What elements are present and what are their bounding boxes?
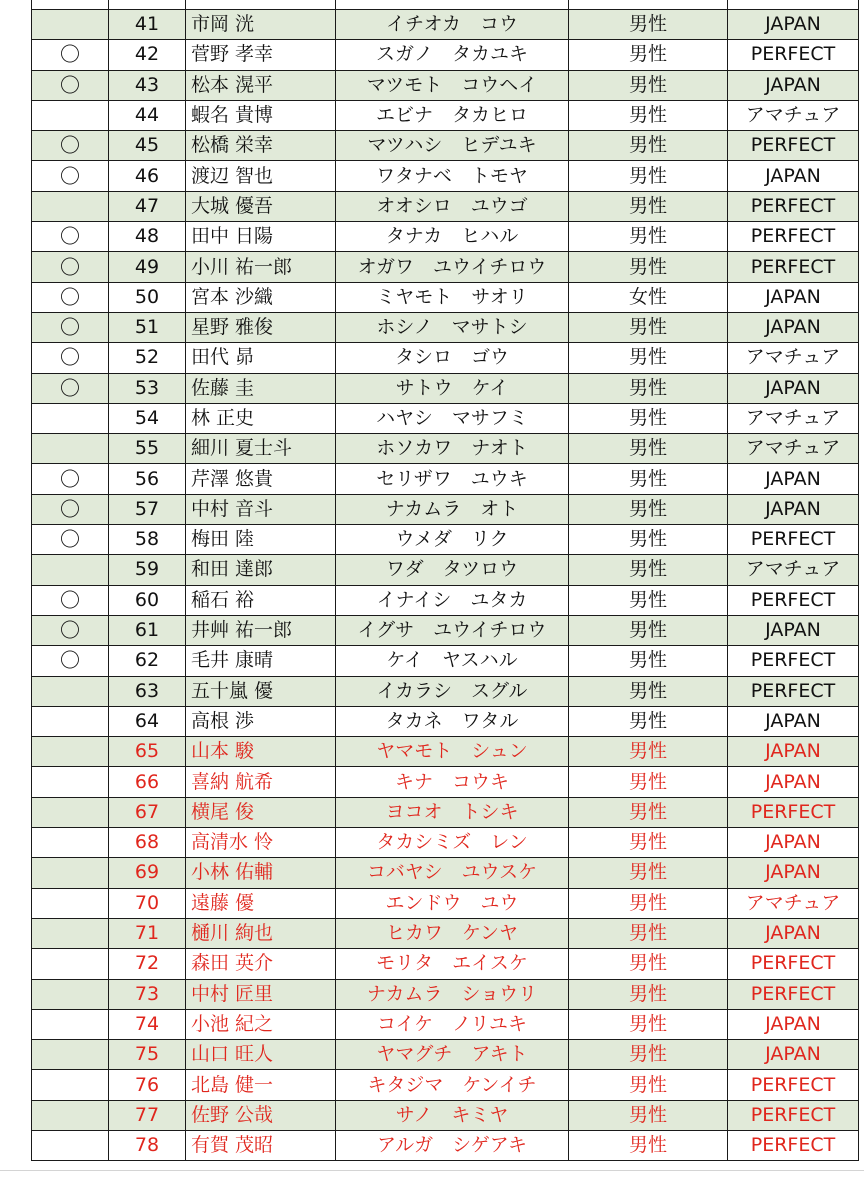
- entry-number-cell[interactable]: 53: [109, 373, 186, 403]
- player-kana-cell[interactable]: タカシミズ レン: [336, 828, 569, 858]
- participant-table-body: [32, 0, 859, 1161]
- table-row: [32, 1009, 859, 1039]
- player-name-cell[interactable]: 松本 滉平: [186, 70, 336, 100]
- player-kana-cell[interactable]: サトウ ケイ: [336, 373, 569, 403]
- table-row: [32, 464, 859, 494]
- category-cell[interactable]: アマチュア: [728, 555, 859, 585]
- player-kana-cell[interactable]: ワダ タツロウ: [336, 555, 569, 585]
- participant-table: [31, 0, 859, 1161]
- table-row: [32, 585, 859, 615]
- entry-number-cell[interactable]: 58: [109, 525, 186, 555]
- table-row: [32, 373, 859, 403]
- category-cell[interactable]: JAPAN: [728, 161, 859, 191]
- player-name-cell[interactable]: 梅田 陸: [186, 525, 336, 555]
- table-row: [32, 100, 859, 130]
- player-kana-cell[interactable]: イチオカ コウ: [336, 10, 569, 40]
- gender-cell[interactable]: 男性: [569, 858, 728, 888]
- table-row: [32, 403, 859, 433]
- entry-mark-cell[interactable]: [32, 191, 109, 221]
- player-name-cell[interactable]: 中村 匠里: [186, 979, 336, 1009]
- entry-mark-cell[interactable]: 〇: [32, 131, 109, 161]
- table-row: [32, 131, 859, 161]
- player-name-cell[interactable]: 小林 佑輔: [186, 858, 336, 888]
- gender-cell[interactable]: 男性: [569, 979, 728, 1009]
- entry-number-cell[interactable]: 72: [109, 949, 186, 979]
- category-cell[interactable]: JAPAN: [728, 494, 859, 524]
- player-kana-cell[interactable]: ヤマグチ アキト: [336, 1040, 569, 1070]
- entry-number-cell[interactable]: 57: [109, 494, 186, 524]
- entry-mark-cell[interactable]: [32, 1130, 109, 1160]
- player-kana-cell[interactable]: サノ キミヤ: [336, 1100, 569, 1130]
- category-cell[interactable]: JAPAN: [728, 706, 859, 736]
- player-kana-cell[interactable]: ミヤモト サオリ: [336, 282, 569, 312]
- category-cell[interactable]: PERFECT: [728, 1130, 859, 1160]
- player-name-cell[interactable]: 山口 旺人: [186, 1040, 336, 1070]
- player-kana-cell[interactable]: ヨコオ トシキ: [336, 797, 569, 827]
- player-kana-cell[interactable]: タカネ ワタル: [336, 706, 569, 736]
- player-kana-cell[interactable]: ナカムラ オト: [336, 494, 569, 524]
- player-name-cell[interactable]: 稲石 裕: [186, 585, 336, 615]
- entry-number-cell[interactable]: 60: [109, 585, 186, 615]
- entry-mark-cell[interactable]: 〇: [32, 615, 109, 645]
- table-row: [32, 888, 859, 918]
- entry-mark-cell[interactable]: [32, 1070, 109, 1100]
- gender-cell[interactable]: 男性: [569, 918, 728, 948]
- player-kana-cell[interactable]: アルガ シゲアキ: [336, 1130, 569, 1160]
- category-cell[interactable]: PERFECT: [728, 131, 859, 161]
- player-kana-cell[interactable]: コバヤシ ユウスケ: [336, 858, 569, 888]
- player-name-cell[interactable]: 樋川 絢也: [186, 918, 336, 948]
- category-cell[interactable]: PERFECT: [728, 979, 859, 1009]
- entry-mark-cell[interactable]: 〇: [32, 646, 109, 676]
- gender-cell[interactable]: 男性: [569, 706, 728, 736]
- table-row: [32, 494, 859, 524]
- gender-cell[interactable]: 男性: [569, 373, 728, 403]
- category-cell[interactable]: JAPAN: [728, 373, 859, 403]
- entry-mark-cell[interactable]: [32, 767, 109, 797]
- gender-cell[interactable]: 男性: [569, 70, 728, 100]
- category-cell[interactable]: JAPAN: [728, 767, 859, 797]
- gender-cell[interactable]: 男性: [569, 767, 728, 797]
- category-cell[interactable]: JAPAN: [728, 858, 859, 888]
- table-row: [32, 949, 859, 979]
- player-name-cell[interactable]: 菅野 孝幸: [186, 40, 336, 70]
- gender-cell[interactable]: 男性: [569, 797, 728, 827]
- gender-cell[interactable]: 男性: [569, 888, 728, 918]
- category-cell[interactable]: JAPAN: [728, 282, 859, 312]
- gender-cell[interactable]: 男性: [569, 525, 728, 555]
- entry-number-cell[interactable]: 47: [109, 191, 186, 221]
- player-kana-cell[interactable]: オオシロ ユウゴ: [336, 191, 569, 221]
- table-row: [32, 343, 859, 373]
- category-cell[interactable]: PERFECT: [728, 1100, 859, 1130]
- entry-number-cell[interactable]: 77: [109, 1100, 186, 1130]
- gender-cell[interactable]: 男性: [569, 585, 728, 615]
- player-name-cell[interactable]: 林 正史: [186, 403, 336, 433]
- entry-number-cell[interactable]: 71: [109, 918, 186, 948]
- entry-number-cell[interactable]: 56: [109, 464, 186, 494]
- entry-number-cell[interactable]: 68: [109, 828, 186, 858]
- player-name-cell[interactable]: 有賀 茂昭: [186, 1130, 336, 1160]
- entry-number-cell[interactable]: 44: [109, 100, 186, 130]
- table-row: [32, 918, 859, 948]
- entry-mark-cell[interactable]: 〇: [32, 70, 109, 100]
- player-kana-cell[interactable]: タナカ ヒハル: [336, 222, 569, 252]
- player-kana-cell[interactable]: セリザワ ユウキ: [336, 464, 569, 494]
- player-name-cell[interactable]: 渡辺 智也: [186, 161, 336, 191]
- table-row: [32, 282, 859, 312]
- entry-number-cell[interactable]: 74: [109, 1009, 186, 1039]
- player-name-cell[interactable]: 芹澤 悠貴: [186, 464, 336, 494]
- entry-mark-cell[interactable]: [32, 706, 109, 736]
- entry-number-cell[interactable]: 70: [109, 888, 186, 918]
- category-cell[interactable]: アマチュア: [728, 343, 859, 373]
- table-row: [32, 1100, 859, 1130]
- gender-cell[interactable]: 男性: [569, 828, 728, 858]
- table-row: [32, 646, 859, 676]
- category-cell[interactable]: JAPAN: [728, 737, 859, 767]
- entry-number-cell[interactable]: 63: [109, 676, 186, 706]
- gender-cell[interactable]: 男性: [569, 191, 728, 221]
- category-cell[interactable]: PERFECT: [728, 797, 859, 827]
- category-cell[interactable]: JAPAN: [728, 1009, 859, 1039]
- entry-number-cell[interactable]: 59: [109, 555, 186, 585]
- entry-mark-cell[interactable]: 〇: [32, 312, 109, 342]
- table-row: [32, 222, 859, 252]
- entry-number-cell[interactable]: 78: [109, 1130, 186, 1160]
- player-name-cell[interactable]: 森田 英介: [186, 949, 336, 979]
- empty-row-gridline: [0, 1170, 864, 1171]
- entry-mark-cell[interactable]: [32, 797, 109, 827]
- category-cell[interactable]: PERFECT: [728, 40, 859, 70]
- player-name-cell[interactable]: 小川 祐一郎: [186, 252, 336, 282]
- table-row: [32, 828, 859, 858]
- entry-mark-cell[interactable]: 〇: [32, 373, 109, 403]
- table-row: [32, 434, 859, 464]
- entry-mark-cell[interactable]: 〇: [32, 222, 109, 252]
- player-kana-cell[interactable]: ケイ ヤスハル: [336, 646, 569, 676]
- player-name-cell[interactable]: 星野 雅俊: [186, 312, 336, 342]
- entry-mark-cell[interactable]: 〇: [32, 40, 109, 70]
- player-kana-cell[interactable]: エビナ タカヒロ: [336, 100, 569, 130]
- player-name-cell[interactable]: 遠藤 優: [186, 888, 336, 918]
- entry-mark-cell[interactable]: [32, 858, 109, 888]
- player-kana-cell[interactable]: タシロ ゴウ: [336, 343, 569, 373]
- player-kana-cell[interactable]: ホシノ マサトシ: [336, 312, 569, 342]
- entry-mark-cell[interactable]: [32, 100, 109, 130]
- gender-cell[interactable]: 男性: [569, 222, 728, 252]
- table-row: [32, 737, 859, 767]
- gender-cell[interactable]: 男性: [569, 1009, 728, 1039]
- entry-mark-cell[interactable]: [32, 737, 109, 767]
- category-cell[interactable]: PERFECT: [728, 1070, 859, 1100]
- entry-number-cell[interactable]: 46: [109, 161, 186, 191]
- player-name-cell[interactable]: 蝦名 貴博: [186, 100, 336, 130]
- table-row: [32, 525, 859, 555]
- player-name-cell[interactable]: 井艸 祐一郎: [186, 615, 336, 645]
- entry-number-cell[interactable]: 62: [109, 646, 186, 676]
- entry-mark-cell[interactable]: [32, 1040, 109, 1070]
- category-cell[interactable]: JAPAN: [728, 828, 859, 858]
- entry-mark-cell[interactable]: 〇: [32, 494, 109, 524]
- category-cell[interactable]: JAPAN: [728, 70, 859, 100]
- entry-mark-cell[interactable]: 〇: [32, 161, 109, 191]
- category-cell[interactable]: アマチュア: [728, 888, 859, 918]
- entry-number-cell[interactable]: 48: [109, 222, 186, 252]
- entry-mark-cell[interactable]: [32, 979, 109, 1009]
- gender-cell[interactable]: 男性: [569, 131, 728, 161]
- category-cell[interactable]: PERFECT: [728, 525, 859, 555]
- table-row: [32, 706, 859, 736]
- player-kana-cell[interactable]: エンドウ ユウ: [336, 888, 569, 918]
- player-kana-cell[interactable]: ナカムラ ショウリ: [336, 979, 569, 1009]
- entry-number-cell[interactable]: 75: [109, 1040, 186, 1070]
- entry-mark-cell[interactable]: [32, 828, 109, 858]
- player-name-cell[interactable]: 高清水 怜: [186, 828, 336, 858]
- gender-cell[interactable]: 男性: [569, 403, 728, 433]
- entry-mark-cell[interactable]: [32, 888, 109, 918]
- entry-number-cell[interactable]: 50: [109, 282, 186, 312]
- entry-number-cell[interactable]: 41: [109, 10, 186, 40]
- entry-number-cell[interactable]: 69: [109, 858, 186, 888]
- player-name-cell[interactable]: 横尾 俊: [186, 797, 336, 827]
- entry-mark-cell[interactable]: 〇: [32, 585, 109, 615]
- gender-cell[interactable]: 男性: [569, 40, 728, 70]
- player-kana-cell[interactable]: ウメダ リク: [336, 525, 569, 555]
- player-name-cell[interactable]: 北島 健一: [186, 1070, 336, 1100]
- entry-number-cell[interactable]: 76: [109, 1070, 186, 1100]
- category-cell[interactable]: JAPAN: [728, 615, 859, 645]
- entry-mark-cell[interactable]: [32, 918, 109, 948]
- category-cell[interactable]: アマチュア: [728, 403, 859, 433]
- gender-cell[interactable]: 男性: [569, 555, 728, 585]
- player-kana-cell[interactable]: マツモト コウヘイ: [336, 70, 569, 100]
- table-row: [32, 252, 859, 282]
- gender-cell[interactable]: 男性: [569, 464, 728, 494]
- player-kana-cell[interactable]: ワタナベ トモヤ: [336, 161, 569, 191]
- player-name-cell[interactable]: 佐野 公哉: [186, 1100, 336, 1130]
- table-row: [32, 70, 859, 100]
- table-row: [32, 615, 859, 645]
- category-cell[interactable]: JAPAN: [728, 1040, 859, 1070]
- gender-cell[interactable]: 男性: [569, 676, 728, 706]
- category-cell[interactable]: PERFECT: [728, 191, 859, 221]
- player-kana-cell[interactable]: ホソカワ ナオト: [336, 434, 569, 464]
- entry-number-cell[interactable]: 51: [109, 312, 186, 342]
- gender-cell[interactable]: 男性: [569, 1040, 728, 1070]
- table-row: [32, 1040, 859, 1070]
- player-name-cell[interactable]: 山本 駿: [186, 737, 336, 767]
- gender-cell[interactable]: 男性: [569, 343, 728, 373]
- player-kana-cell[interactable]: ヒカワ ケンヤ: [336, 918, 569, 948]
- category-cell[interactable]: JAPAN: [728, 10, 859, 40]
- gender-cell[interactable]: 男性: [569, 312, 728, 342]
- table-row: [32, 979, 859, 1009]
- gender-cell[interactable]: 男性: [569, 1070, 728, 1100]
- table-row: [32, 1130, 859, 1160]
- gender-cell[interactable]: 男性: [569, 100, 728, 130]
- gender-cell[interactable]: 男性: [569, 1100, 728, 1130]
- gender-cell[interactable]: 男性: [569, 1130, 728, 1160]
- player-name-cell[interactable]: 毛井 康晴: [186, 646, 336, 676]
- player-kana-cell[interactable]: イグサ ユウイチロウ: [336, 615, 569, 645]
- table-row: [32, 676, 859, 706]
- entry-number-cell[interactable]: 67: [109, 797, 186, 827]
- player-name-cell[interactable]: 中村 音斗: [186, 494, 336, 524]
- table-row: [32, 10, 859, 40]
- entry-number-cell[interactable]: 52: [109, 343, 186, 373]
- player-name-cell[interactable]: 佐藤 圭: [186, 373, 336, 403]
- gender-cell[interactable]: 男性: [569, 161, 728, 191]
- player-kana-cell[interactable]: ハヤシ マサフミ: [336, 403, 569, 433]
- entry-mark-cell[interactable]: 〇: [32, 343, 109, 373]
- entry-mark-cell[interactable]: [32, 676, 109, 706]
- gender-cell[interactable]: 男性: [569, 434, 728, 464]
- player-kana-cell[interactable]: キナ コウキ: [336, 767, 569, 797]
- entry-mark-cell[interactable]: [32, 555, 109, 585]
- entry-number-cell[interactable]: 45: [109, 131, 186, 161]
- player-kana-cell[interactable]: オガワ ユウイチロウ: [336, 252, 569, 282]
- table-row: [32, 161, 859, 191]
- entry-mark-cell[interactable]: 〇: [32, 525, 109, 555]
- player-kana-cell[interactable]: イナイシ ユタカ: [336, 585, 569, 615]
- entry-mark-cell[interactable]: [32, 403, 109, 433]
- entry-number-cell[interactable]: 64: [109, 706, 186, 736]
- table-row: [32, 555, 859, 585]
- entry-number-cell[interactable]: 73: [109, 979, 186, 1009]
- entry-mark-cell[interactable]: 〇: [32, 282, 109, 312]
- gender-cell[interactable]: 男性: [569, 737, 728, 767]
- top-border-row: [32, 0, 859, 10]
- category-cell[interactable]: PERFECT: [728, 676, 859, 706]
- player-kana-cell[interactable]: モリタ エイスケ: [336, 949, 569, 979]
- category-cell[interactable]: アマチュア: [728, 100, 859, 130]
- entry-number-cell[interactable]: 65: [109, 737, 186, 767]
- player-name-cell[interactable]: 田代 昴: [186, 343, 336, 373]
- player-name-cell[interactable]: 五十嵐 優: [186, 676, 336, 706]
- table-row: [32, 1070, 859, 1100]
- category-cell[interactable]: JAPAN: [728, 918, 859, 948]
- category-cell[interactable]: JAPAN: [728, 312, 859, 342]
- player-name-cell[interactable]: 宮本 沙織: [186, 282, 336, 312]
- player-name-cell[interactable]: 高根 渉: [186, 706, 336, 736]
- entry-number-cell[interactable]: 42: [109, 40, 186, 70]
- table-row: [32, 191, 859, 221]
- player-name-cell[interactable]: 松橋 栄幸: [186, 131, 336, 161]
- entry-mark-cell[interactable]: 〇: [32, 252, 109, 282]
- gender-cell[interactable]: 男性: [569, 949, 728, 979]
- player-name-cell[interactable]: 和田 達郎: [186, 555, 336, 585]
- category-cell[interactable]: PERFECT: [728, 222, 859, 252]
- category-cell[interactable]: PERFECT: [728, 252, 859, 282]
- gender-cell[interactable]: 男性: [569, 252, 728, 282]
- entry-mark-cell[interactable]: [32, 1009, 109, 1039]
- category-cell[interactable]: PERFECT: [728, 585, 859, 615]
- entry-mark-cell[interactable]: [32, 1100, 109, 1130]
- gender-cell[interactable]: 男性: [569, 10, 728, 40]
- player-kana-cell[interactable]: ヤマモト シュン: [336, 737, 569, 767]
- entry-mark-cell[interactable]: [32, 949, 109, 979]
- entry-number-cell[interactable]: 54: [109, 403, 186, 433]
- table-row: [32, 312, 859, 342]
- player-name-cell[interactable]: 田中 日陽: [186, 222, 336, 252]
- entry-mark-cell[interactable]: [32, 434, 109, 464]
- category-cell[interactable]: JAPAN: [728, 464, 859, 494]
- gender-cell[interactable]: 男性: [569, 615, 728, 645]
- entry-mark-cell[interactable]: 〇: [32, 464, 109, 494]
- table-row: [32, 858, 859, 888]
- category-cell[interactable]: PERFECT: [728, 646, 859, 676]
- player-name-cell[interactable]: 細川 夏士斗: [186, 434, 336, 464]
- entry-number-cell[interactable]: 55: [109, 434, 186, 464]
- gender-cell[interactable]: 女性: [569, 282, 728, 312]
- player-name-cell[interactable]: 市岡 洸: [186, 10, 336, 40]
- player-kana-cell[interactable]: コイケ ノリユキ: [336, 1009, 569, 1039]
- table-row: [32, 40, 859, 70]
- player-name-cell[interactable]: 喜納 航希: [186, 767, 336, 797]
- gender-cell[interactable]: 男性: [569, 494, 728, 524]
- entry-number-cell[interactable]: 61: [109, 615, 186, 645]
- category-cell[interactable]: PERFECT: [728, 949, 859, 979]
- entry-mark-cell[interactable]: [32, 10, 109, 40]
- gender-cell[interactable]: 男性: [569, 646, 728, 676]
- player-kana-cell[interactable]: イカラシ スグル: [336, 676, 569, 706]
- player-kana-cell[interactable]: スガノ タカユキ: [336, 40, 569, 70]
- player-name-cell[interactable]: 大城 優吾: [186, 191, 336, 221]
- player-kana-cell[interactable]: キタジマ ケンイチ: [336, 1070, 569, 1100]
- category-cell[interactable]: アマチュア: [728, 434, 859, 464]
- table-row: [32, 767, 859, 797]
- player-name-cell[interactable]: 小池 紀之: [186, 1009, 336, 1039]
- entry-number-cell[interactable]: 43: [109, 70, 186, 100]
- player-kana-cell[interactable]: マツハシ ヒデユキ: [336, 131, 569, 161]
- entry-number-cell[interactable]: 66: [109, 767, 186, 797]
- table-row: [32, 797, 859, 827]
- entry-number-cell[interactable]: 49: [109, 252, 186, 282]
